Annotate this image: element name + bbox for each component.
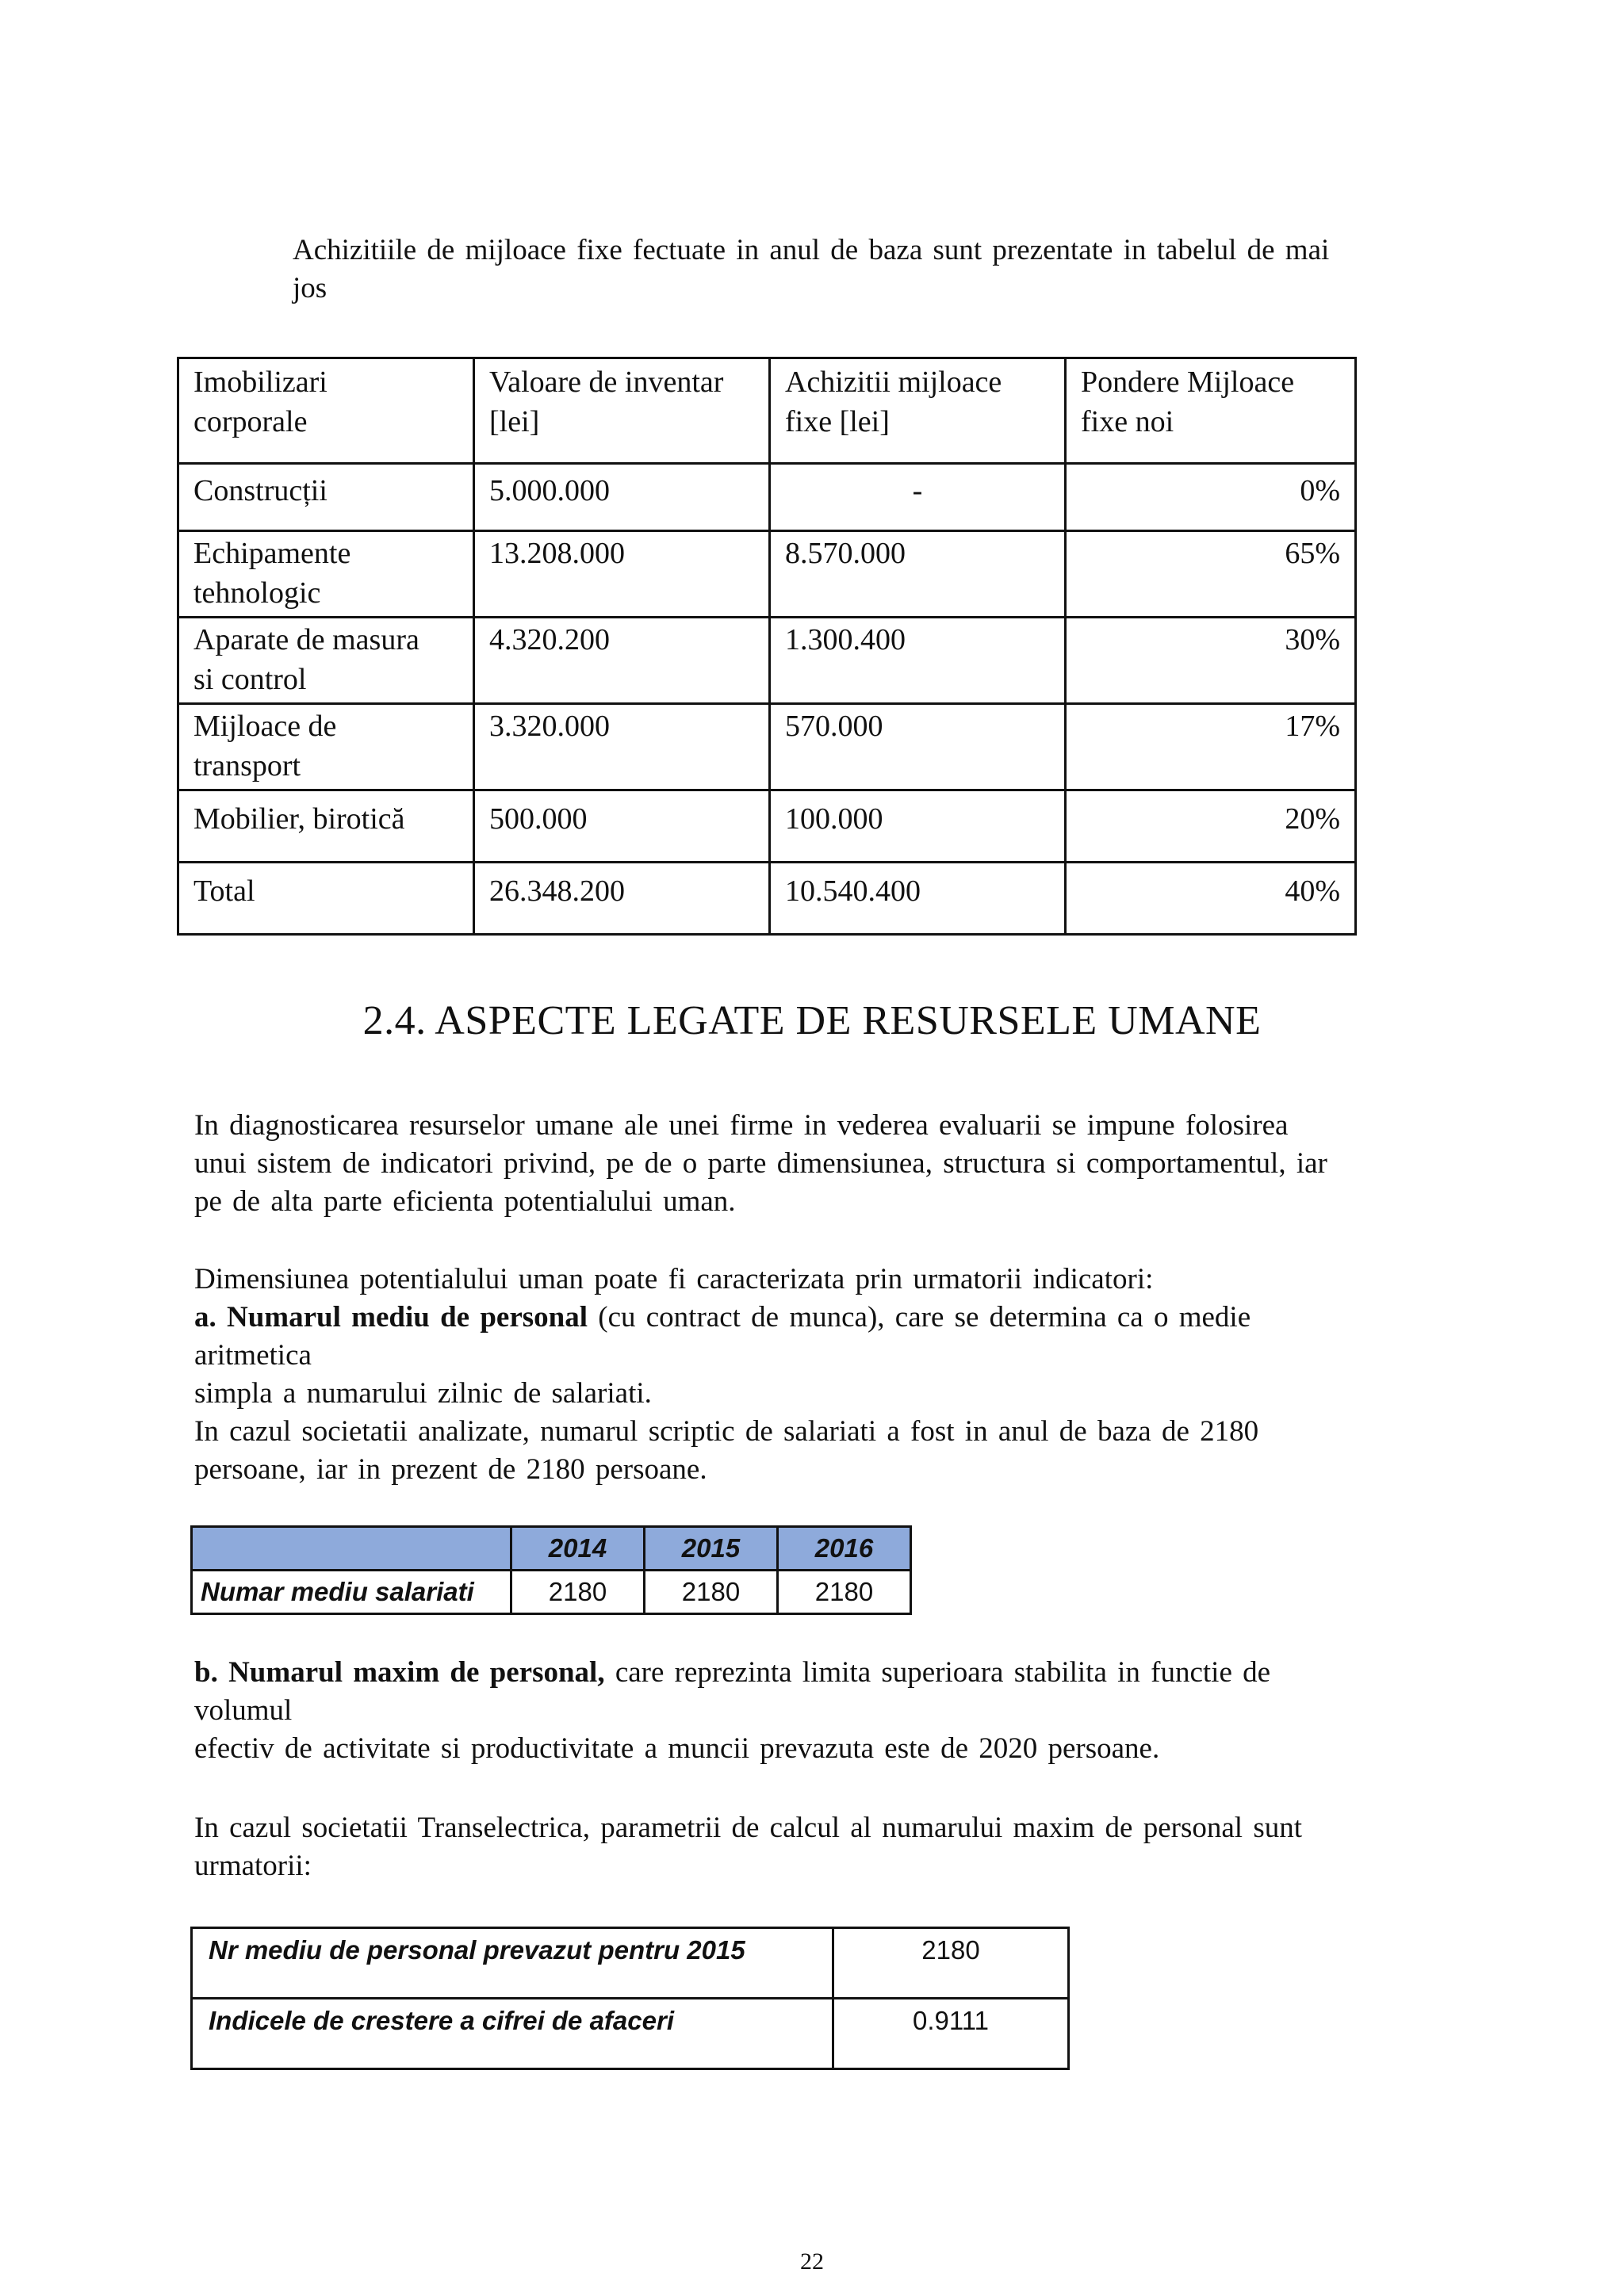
inventory-value: 500.000 xyxy=(474,790,770,863)
section-heading: 2.4. ASPECTE LEGATE DE RESURSELE UMANE xyxy=(362,998,1262,1043)
table-header-row xyxy=(192,1527,911,1571)
share-value: 17% xyxy=(1066,704,1356,790)
header-text: fixe noi xyxy=(1081,405,1174,438)
header-text: corporale xyxy=(193,405,308,438)
total-share: 40% xyxy=(1066,863,1356,935)
header-text: Imobilizari xyxy=(193,365,327,399)
year-header: 2014 xyxy=(511,1527,645,1571)
paragraph-line: In cazul societatii analizate, numarul scriptic de salariati a fost in anul de baza de 2180 xyxy=(194,1415,1259,1448)
staff-value: 2180 xyxy=(778,1571,911,1614)
header-text: Valoare de inventar xyxy=(489,365,724,399)
average-staff-table xyxy=(190,1525,912,1615)
parameter-value: 0.9111 xyxy=(833,1999,1069,2069)
paragraph-line: urmatorii: xyxy=(194,1850,312,1882)
acquisition-value: 8.570.000 xyxy=(770,531,1066,618)
year-header: 2015 xyxy=(645,1527,778,1571)
parameter-label: Indicele de crestere a cifrei de afaceri xyxy=(192,1999,833,2069)
parameter-label: Nr mediu de personal prevazut pentru 2015 xyxy=(192,1928,833,1999)
acquisition-value: 100.000 xyxy=(770,790,1066,863)
table-header-row xyxy=(178,358,1356,464)
row-label-text: Mijloace de xyxy=(193,710,337,743)
header-cell xyxy=(474,358,770,464)
table-row xyxy=(192,1928,1069,1999)
acquisition-value: - xyxy=(770,464,1066,531)
paragraph-line: volumul xyxy=(194,1694,293,1727)
parameters-table xyxy=(190,1927,1070,2070)
row-label: Numar mediu salariati xyxy=(192,1571,511,1614)
paragraph-line: Dimensiunea potentialului uman poate fi caracterizata prin urmatorii indicatori: xyxy=(194,1263,1154,1295)
table-row xyxy=(178,531,1356,618)
paragraph-line xyxy=(194,1299,1431,1337)
row-label xyxy=(178,531,474,618)
acquisition-value: 570.000 xyxy=(770,704,1066,790)
paragraph-line: aritmetica xyxy=(194,1339,312,1372)
share-value: 20% xyxy=(1066,790,1356,863)
fixed-assets-table xyxy=(177,357,1357,936)
paragraph-line: In diagnosticarea resurselor umane ale unei firme in vederea evaluarii se impune folosirea xyxy=(194,1109,1289,1142)
row-label-text: tehnologic xyxy=(193,576,321,610)
page-number: 22 xyxy=(800,2248,824,2275)
total-label: Total xyxy=(178,863,474,935)
header-text: Achizitii mijloace xyxy=(785,365,1002,399)
inventory-value: 5.000.000 xyxy=(474,464,770,531)
row-label: Mobilier, birotică xyxy=(178,790,474,863)
paragraph-line: pe de alta parte eficienta potentialului uman. xyxy=(194,1185,736,1218)
table-row xyxy=(192,1571,911,1614)
indicator-a-title: a. Numarul mediu de personal xyxy=(194,1301,588,1334)
table-row xyxy=(178,618,1356,704)
row-label-text: Echipamente xyxy=(193,537,351,570)
indicator-b-title: b. Numarul maxim de personal, xyxy=(194,1656,605,1689)
year-header: 2016 xyxy=(778,1527,911,1571)
share-value: 0% xyxy=(1066,464,1356,531)
paragraph-line: simpla a numarului zilnic de salariati. xyxy=(194,1377,652,1410)
intro-line: jos xyxy=(293,272,327,304)
row-label: Construcții xyxy=(178,464,474,531)
paragraph-line: unui sistem de indicatori privind, pe de o parte dimensiunea, structura si comportamentul, iar xyxy=(194,1147,1327,1180)
paragraph-transelectrica xyxy=(194,1809,1431,1885)
header-text: fixe [lei] xyxy=(785,405,890,438)
share-value: 65% xyxy=(1066,531,1356,618)
staff-value: 2180 xyxy=(511,1571,645,1614)
header-cell xyxy=(178,358,474,464)
row-label-text: transport xyxy=(193,749,301,783)
indicator-b-text: care reprezinta limita superioara stabilita in functie de xyxy=(604,1656,1271,1689)
row-label-text: Aparate de masura xyxy=(193,623,419,656)
paragraph-max-staff xyxy=(194,1654,1431,1768)
paragraph-line: persoane, iar in prezent de 2180 persoane. xyxy=(194,1453,707,1486)
staff-value: 2180 xyxy=(645,1571,778,1614)
paragraph-line xyxy=(194,1654,1431,1692)
header-empty-cell xyxy=(192,1527,511,1571)
total-row xyxy=(178,863,1356,935)
paragraph-line: In cazul societatii Transelectrica, parametrii de calcul al numarului maxim de personal sunt xyxy=(194,1812,1303,1844)
row-label xyxy=(178,618,474,704)
table-row xyxy=(178,790,1356,863)
indicator-a-text: (cu contract de munca), care se determina ca o medie xyxy=(588,1301,1251,1334)
table-row xyxy=(178,464,1356,531)
parameter-value: 2180 xyxy=(833,1928,1069,1999)
share-value: 30% xyxy=(1066,618,1356,704)
intro-paragraph xyxy=(293,232,1411,308)
row-label-text: si control xyxy=(193,663,307,696)
total-acquisitions: 10.540.400 xyxy=(770,863,1066,935)
table-row xyxy=(192,1999,1069,2069)
paragraph-dimension xyxy=(194,1261,1431,1489)
row-label xyxy=(178,704,474,790)
header-text: Pondere Mijloace xyxy=(1081,365,1295,399)
table-row xyxy=(178,704,1356,790)
header-cell xyxy=(770,358,1066,464)
paragraph-diagnosis xyxy=(194,1107,1431,1221)
header-cell xyxy=(1066,358,1356,464)
paragraph-line: efectiv de activitate si productivitate a muncii prevazuta este de 2020 persoane. xyxy=(194,1732,1160,1765)
inventory-value: 13.208.000 xyxy=(474,531,770,618)
inventory-value: 3.320.000 xyxy=(474,704,770,790)
acquisition-value: 1.300.400 xyxy=(770,618,1066,704)
total-inventory: 26.348.200 xyxy=(474,863,770,935)
intro-line: Achizitiile de mijloace fixe fectuate in anul de baza sunt prezentate in tabelul de mai xyxy=(293,234,1330,266)
header-text: [lei] xyxy=(489,405,540,438)
inventory-value: 4.320.200 xyxy=(474,618,770,704)
